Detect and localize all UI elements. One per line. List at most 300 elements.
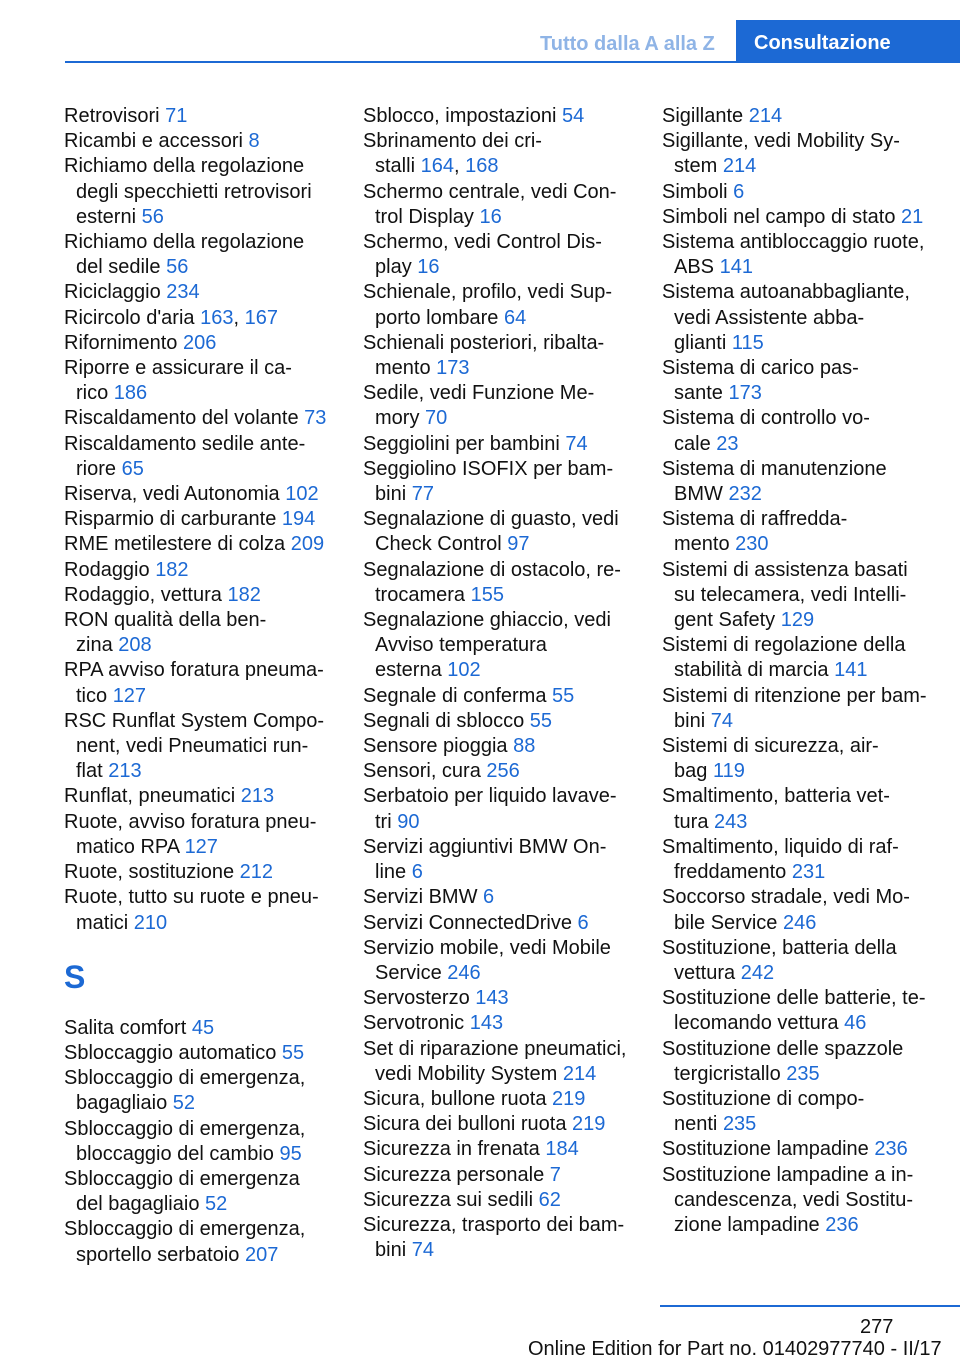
index-entry-text: Servotronic <box>363 1012 465 1035</box>
index-entry <box>662 230 930 280</box>
page-reference-link[interactable]: 21 <box>901 205 924 228</box>
index-entry <box>64 1217 336 1267</box>
index-entry <box>363 784 635 834</box>
page-reference-link[interactable]: 214 <box>722 155 757 178</box>
index-entry-text: mento <box>375 357 431 380</box>
index-entry <box>363 936 635 986</box>
index-entry-text: Sicurezza in frenata <box>363 1138 540 1161</box>
index-entry <box>64 658 336 708</box>
index-entry <box>64 532 336 557</box>
page-reference-link[interactable]: 186 <box>113 382 148 405</box>
page-reference-link[interactable]: 90 <box>397 810 420 833</box>
index-entry-text: tri <box>375 810 392 833</box>
index-entry-text: Segnalazione ghiaccio, vedi <box>363 609 611 632</box>
page-reference-link[interactable]: 206 <box>182 331 217 354</box>
index-entry-text: bagagliaio <box>76 1092 168 1115</box>
index-entry-text: Soccorso stradale, vedi Mo- <box>662 886 910 909</box>
index-entry-text: Salita comfort <box>64 1016 187 1039</box>
page-reference-link[interactable]: 242 <box>740 961 775 984</box>
index-entry <box>363 381 635 431</box>
page-reference-link[interactable]: 141 <box>719 256 753 279</box>
page-reference-link[interactable]: 45 <box>191 1016 215 1039</box>
index-entry-text: RME metilestere di colza <box>64 533 286 556</box>
page-reference-link[interactable]: 6 <box>577 911 589 934</box>
index-entry-text: Servizio mobile, vedi Mobile <box>363 936 611 959</box>
index-entry-text: BMW <box>674 483 723 506</box>
index-column-2 <box>363 104 635 1263</box>
index-entry-text: matico RPA <box>76 835 179 858</box>
index-entry <box>64 1167 336 1217</box>
index-entry-text: Sbloccaggio automatico <box>64 1041 277 1064</box>
index-entry-text: gent Safety <box>674 609 776 632</box>
page-reference-link[interactable]: 52 <box>205 1193 228 1216</box>
index-entry-text: Sbloccaggio di emergenza <box>64 1167 300 1190</box>
index-entry-text: candescenza, vedi Sostitu- <box>674 1188 914 1211</box>
index-entry: Ricircolo d'aria 163, 167 <box>64 306 278 329</box>
index-entry: Sbrinamento dei cri- stalli 164, 168 <box>363 130 542 178</box>
index-entry-text: del bagagliaio <box>76 1193 200 1216</box>
index-entry-text: Segnale di conferma <box>363 684 547 707</box>
index-entry <box>662 1087 930 1137</box>
index-entry <box>363 1163 635 1188</box>
page-reference-link[interactable]: 236 <box>825 1213 859 1236</box>
index-entry-text: flat <box>76 760 103 783</box>
page-reference-link[interactable]: 129 <box>780 609 815 632</box>
chapter-tab-label: Consultazione <box>754 32 891 54</box>
index-entry-text: Sostituzione lampadine <box>662 1138 869 1161</box>
index-entry-text: sportello serbatoio <box>76 1243 240 1266</box>
index-entry-text: stem <box>674 155 718 178</box>
index-entry-text: Simboli <box>662 180 728 203</box>
index-entry-text: Segnalazione di ostacolo, re- <box>363 558 621 581</box>
index-entry-text: Smaltimento, batteria vet- <box>662 785 890 808</box>
index-entry-text: lecomando vettura <box>674 1012 839 1035</box>
index-entry-text: Ricambi e accessori <box>64 130 243 153</box>
page-reference-link[interactable]: 8 <box>248 130 260 153</box>
index-entry-text: mento <box>674 533 730 556</box>
page-reference-link[interactable]: 208 <box>118 634 152 657</box>
index-column-1 <box>64 104 336 1268</box>
page-reference-link[interactable]: 70 <box>425 407 448 430</box>
page-reference-link[interactable]: 230 <box>735 533 769 556</box>
index-entry <box>662 936 930 986</box>
index-entry-text: Sostituzione di compo- <box>662 1087 865 1110</box>
page-reference-link[interactable]: 52 <box>172 1092 196 1115</box>
index-entry-text: Riporre e assicurare il ca- <box>64 357 292 380</box>
page-reference-link[interactable]: 16 <box>417 256 440 279</box>
page-reference-link[interactable]: 232 <box>728 483 762 506</box>
index-entry-text: Sostituzione delle batterie, te- <box>662 987 926 1010</box>
index-entry-text: RPA avviso foratura pneuma- <box>64 659 324 682</box>
page-reference-link[interactable]: 127 <box>184 835 218 858</box>
index-entry-text: matici <box>76 911 129 934</box>
index-entry <box>363 734 635 759</box>
index-entry <box>64 860 336 885</box>
index-entry-text: Sensori, cura <box>363 760 481 783</box>
index-entry-text: Servizi aggiuntivi BMW On- <box>363 835 607 858</box>
page-reference-link[interactable]: 182 <box>155 558 189 581</box>
page-reference-link[interactable]: 213 <box>240 785 275 808</box>
page-reference-link[interactable]: 16 <box>479 205 502 228</box>
edition-note: Online Edition for Part no. 01402977740 - II/17 <box>528 1338 942 1360</box>
index-entry-text: Ruote, tutto su ruote e pneu- <box>64 886 319 909</box>
index-entry-text: Richiamo della regolazione <box>64 231 305 254</box>
index-entry-text: Sistema autoanabbagliante, <box>662 281 910 304</box>
section-title: Tutto dalla A alla Z <box>540 33 715 55</box>
page-reference-link[interactable]: 243 <box>714 810 748 833</box>
index-entry-text: Retrovisori <box>64 105 160 127</box>
index-entry-text: Risparmio di carburante <box>64 508 277 531</box>
index-entry <box>64 1016 336 1041</box>
index-entry-text: Rodaggio <box>64 558 150 581</box>
index-entry <box>363 835 635 885</box>
index-entry-text: Schermo, vedi Control Dis- <box>363 231 602 254</box>
index-entry <box>363 1112 635 1137</box>
index-entry <box>64 507 336 532</box>
page-number: 277 <box>860 1316 894 1338</box>
page-reference-link[interactable]: 6 <box>411 861 423 884</box>
index-entry-text: trocamera <box>375 583 466 606</box>
index-entry <box>64 230 336 280</box>
index-entry-text: Sostituzione lampadine a in- <box>662 1163 914 1186</box>
index-entry-text: rico <box>76 382 109 405</box>
index-entry-text: sante <box>674 382 723 405</box>
page-reference-link[interactable]: 64 <box>503 306 527 329</box>
page-reference-link[interactable]: 55 <box>529 709 553 732</box>
page-reference-link[interactable]: 141 <box>834 659 868 682</box>
index-entry-text: Check Control <box>375 533 502 556</box>
index-entry <box>363 280 635 330</box>
index-entry-text: Riscaldamento del volante <box>64 407 299 430</box>
index-entry <box>363 911 635 936</box>
index-entry-text: Riserva, vedi Autonomia <box>64 483 280 506</box>
index-entry-text: Sistemi di assistenza basati <box>662 558 908 581</box>
index-entry <box>662 129 930 179</box>
page-reference-link[interactable]: 46 <box>844 1012 867 1035</box>
index-entry-text: Sbloccaggio di emergenza, <box>64 1218 306 1241</box>
index-entry-text: Simboli nel campo di stato <box>662 205 896 228</box>
index-entry <box>64 331 336 356</box>
index-entry-text: Schienale, profilo, vedi Sup- <box>363 281 613 304</box>
index-entry <box>363 608 635 684</box>
index-entry <box>64 608 336 658</box>
index-entry-text: mory <box>375 407 420 430</box>
index-entry-text: Servizi BMW <box>363 886 478 909</box>
page-reference-link[interactable]: 115 <box>731 331 764 354</box>
index-entry <box>363 684 635 709</box>
page-reference-link[interactable]: 65 <box>121 457 144 480</box>
index-column-3 <box>662 104 930 1238</box>
index-entry-text: Ruote, sostituzione <box>64 861 235 884</box>
index-entry <box>64 1117 336 1167</box>
index-entry-text: tura <box>674 810 709 833</box>
index-entry <box>363 180 635 230</box>
page-reference-link[interactable]: 168 <box>465 155 499 178</box>
page-reference-link[interactable]: 102 <box>447 659 481 682</box>
index-entry <box>64 885 336 935</box>
index-entry-text: zina <box>76 634 113 657</box>
index-entry <box>363 558 635 608</box>
page-reference-link[interactable]: 55 <box>281 1041 305 1064</box>
page-reference-link[interactable]: 214 <box>748 105 783 127</box>
index-entry-text: vedi Mobility System <box>375 1062 558 1085</box>
page-reference-link[interactable]: 77 <box>411 483 434 506</box>
index-entry-text: Sostituzione, batteria della <box>662 936 897 959</box>
page-reference-link[interactable]: 7 <box>549 1163 561 1186</box>
page-reference-link[interactable]: 182 <box>227 583 261 606</box>
index-entry <box>64 154 336 230</box>
index-entry-text: bloccaggio del cambio <box>76 1142 274 1165</box>
index-entry <box>64 432 336 482</box>
index-entry <box>662 1037 930 1087</box>
page-reference-link[interactable]: 219 <box>572 1113 606 1136</box>
page-reference-link[interactable]: 214 <box>562 1062 597 1085</box>
page-reference-link[interactable]: 143 <box>475 987 509 1010</box>
page-reference-link[interactable]: 155 <box>470 583 504 606</box>
index-entry <box>662 356 930 406</box>
index-entry <box>662 734 930 784</box>
index-entry-text: Segnalazione di guasto, vedi <box>363 508 619 531</box>
index-entry-text: Set di riparazione pneumatici, <box>363 1037 627 1060</box>
index-entry-text: Sistema antibloccaggio ruote, <box>662 231 925 254</box>
page-reference-link[interactable]: 143 <box>469 1012 504 1035</box>
index-entry-text: vedi Assistente abba- <box>674 306 865 329</box>
index-entry-text: Ricircolo d'aria <box>64 306 195 329</box>
index-entry-text: Rifornimento <box>64 331 178 354</box>
page-reference-link[interactable]: 219 <box>552 1087 586 1110</box>
index-entry-text: Serbatoio per liquido lavave- <box>363 785 617 808</box>
index-entry <box>64 558 336 583</box>
index-entry-text: Schienali posteriori, ribalta- <box>363 331 605 354</box>
index-entry <box>662 1137 930 1162</box>
index-entry-text: trol Display <box>375 205 474 228</box>
index-entry <box>363 457 635 507</box>
index-entry-text: Segnali di sblocco <box>363 709 525 732</box>
index-entry-text: riore <box>76 457 117 480</box>
index-entry-text: bag <box>674 760 708 783</box>
page-reference-link[interactable]: 173 <box>728 382 762 405</box>
index-entry-text: nenti <box>674 1113 718 1136</box>
page-reference-link[interactable]: 54 <box>562 105 585 127</box>
index-entry-text: Sicura dei bulloni ruota <box>363 1113 567 1136</box>
page-reference-link[interactable]: 88 <box>513 735 536 758</box>
index-entry <box>363 432 635 457</box>
page-reference-link[interactable]: 62 <box>538 1188 561 1211</box>
index-entry <box>662 633 930 683</box>
page-reference-link[interactable]: 235 <box>722 1113 757 1136</box>
page-reference-link[interactable]: 234 <box>166 281 200 304</box>
index-entry-text: Avviso temperatura <box>375 634 547 657</box>
index-entry-text: RON qualità della ben- <box>64 609 267 632</box>
index-entry-text: zione lampadine <box>674 1213 820 1236</box>
index-entry <box>662 457 930 507</box>
page-reference-link[interactable]: 55 <box>552 684 575 707</box>
page-reference-link[interactable]: 210 <box>133 911 168 934</box>
index-entry <box>64 784 336 809</box>
index-entry-text: Sistemi di sicurezza, air- <box>662 735 879 758</box>
index-entry <box>363 709 635 734</box>
page-reference-link[interactable]: 231 <box>791 861 826 884</box>
index-entry <box>363 1137 635 1162</box>
index-entry-text: cale <box>674 432 711 455</box>
index-entry-text: Sistema di carico pas- <box>662 357 859 380</box>
index-entry-text: Sicurezza personale <box>363 1163 545 1186</box>
index-entry <box>662 986 930 1036</box>
index-entry-text: su telecamera, vedi Intelli- <box>674 583 907 606</box>
index-entry-text: tergicristallo <box>674 1062 781 1085</box>
index-entry <box>64 810 336 860</box>
index-entry <box>64 583 336 608</box>
index-entry-text: freddamento <box>674 861 787 884</box>
index-entry <box>662 885 930 935</box>
index-entry-text: ABS <box>674 256 715 279</box>
index-entry <box>64 1041 336 1066</box>
index-entry-text: glianti <box>674 331 727 354</box>
index-entry-text: Sostituzione delle spazzole <box>662 1037 904 1060</box>
index-entry-text: esterna <box>375 659 442 682</box>
page-reference-link[interactable]: 194 <box>281 508 316 531</box>
index-entry-text: Sbloccaggio di emergenza, <box>64 1067 306 1090</box>
page-reference-link[interactable]: 95 <box>279 1142 302 1165</box>
index-letter-heading: S <box>64 958 86 995</box>
page-reference-link[interactable]: 246 <box>782 911 817 934</box>
index-entry-text: Sicura, bullone ruota <box>363 1087 547 1110</box>
page-reference-link[interactable]: 184 <box>545 1138 579 1161</box>
page-reference-link[interactable]: 256 <box>486 760 520 783</box>
page-reference-link[interactable]: 207 <box>245 1243 279 1266</box>
page-reference-link[interactable]: 246 <box>447 961 481 984</box>
page-reference-link[interactable]: 163 <box>200 306 234 329</box>
index-entry-text: Sistemi di regolazione della <box>662 634 906 657</box>
index-entry-text: Sistema di raffredda- <box>662 508 848 531</box>
index-entry-text: Sblocco, impostazioni <box>363 105 557 127</box>
page-reference-link[interactable]: 213 <box>108 760 142 783</box>
page-reference-link[interactable]: 23 <box>716 432 739 455</box>
index-entry-text: bini <box>375 483 407 506</box>
page-reference-link[interactable]: 102 <box>285 483 319 506</box>
page-reference-link[interactable]: 74 <box>565 432 588 455</box>
index-entry-text: stalli <box>375 155 416 178</box>
index-entry-text: Servizi ConnectedDrive <box>363 911 572 934</box>
index-entry-text: porto lombare <box>375 306 499 329</box>
index-entry-text: Riciclaggio <box>64 281 161 304</box>
page-reference-link[interactable]: 97 <box>507 533 530 556</box>
index-entry-text: Sistema di manutenzione <box>662 457 887 480</box>
index-entry-text: Richiamo della regolazione <box>64 155 305 178</box>
index-entry <box>662 180 930 205</box>
index-entry <box>662 205 930 230</box>
index-entry-text: bile Service <box>674 911 778 934</box>
index-entry <box>363 1188 635 1213</box>
index-entry <box>64 129 336 154</box>
index-entry-text: tico <box>76 684 108 707</box>
index-entry <box>662 280 930 356</box>
index-entry <box>363 1213 635 1263</box>
index-entry-text: line <box>375 861 407 884</box>
page-reference-link[interactable]: 71 <box>165 105 188 127</box>
index-entry <box>363 1087 635 1112</box>
index-entry <box>363 1037 635 1087</box>
index-entry <box>64 1066 336 1116</box>
index-entry <box>662 104 930 129</box>
page-reference-link[interactable]: 56 <box>166 256 189 279</box>
index-entry-text: Sbloccaggio di emergenza, <box>64 1117 306 1140</box>
page-reference-link[interactable]: 119 <box>712 760 745 783</box>
index-entry <box>64 482 336 507</box>
index-entry-text: Service <box>375 961 442 984</box>
index-entry <box>64 356 336 406</box>
index-entry-text: Sigillante, vedi Mobility Sy- <box>662 130 900 153</box>
index-entry <box>64 104 336 129</box>
index-entry-text: Sistemi di ritenzione per bam- <box>662 684 927 707</box>
index-entry-text: Runflat, pneumatici <box>64 785 236 808</box>
page-reference-link[interactable]: 167 <box>244 306 278 329</box>
page-reference-link[interactable]: 209 <box>290 533 325 556</box>
index-entry-text: degli specchietti retrovisori <box>76 180 312 203</box>
index-entry <box>662 1163 930 1239</box>
index-entry-text: play <box>375 256 412 279</box>
index-entry-text: vettura <box>674 961 736 984</box>
index-entry <box>662 835 930 885</box>
index-entry <box>662 684 930 734</box>
page-reference-link[interactable]: 236 <box>874 1138 908 1161</box>
index-entry <box>363 331 635 381</box>
index-entry <box>363 507 635 557</box>
index-entry <box>363 1011 635 1036</box>
index-entry-text: Ruote, avviso foratura pneu- <box>64 810 317 833</box>
page-reference-link[interactable]: 73 <box>304 407 327 430</box>
page-reference-link[interactable]: 212 <box>239 861 274 884</box>
index-entry <box>64 280 336 305</box>
index-entry-text: Schermo centrale, vedi Con- <box>363 180 617 203</box>
footer-rule <box>660 1305 960 1307</box>
index-entry <box>363 885 635 910</box>
index-entry-text: stabilità di marcia <box>674 659 829 682</box>
index-entry <box>64 709 336 785</box>
index-entry-text: Smaltimento, liquido di raf- <box>662 835 899 858</box>
index-entry-text: Sicurezza sui sedili <box>363 1188 534 1211</box>
index-entry-text: Sigillante <box>662 105 744 127</box>
index-entry <box>64 406 336 431</box>
index-entry-text: Sensore pioggia <box>363 735 508 758</box>
index-entry-text: Riscaldamento sedile ante- <box>64 432 306 455</box>
page-reference-link[interactable]: 235 <box>786 1062 820 1085</box>
index-entry-text: Sicurezza, trasporto dei bam- <box>363 1213 625 1236</box>
index-entry-text: esterni <box>76 205 137 228</box>
index-entry-text: del sedile <box>76 256 161 279</box>
index-entry-text: bini <box>674 709 706 732</box>
page-reference-link[interactable]: 127 <box>112 684 147 707</box>
chapter-tab <box>736 20 960 63</box>
page-reference-link[interactable]: 74 <box>411 1239 434 1262</box>
page-reference-link[interactable]: 6 <box>483 886 495 909</box>
index-entry <box>662 507 930 557</box>
page-reference-link[interactable]: 164 <box>420 155 454 178</box>
index-entry <box>363 986 635 1011</box>
index-entry-text: Seggiolino ISOFIX per bam- <box>363 457 614 480</box>
index-entry <box>662 558 930 634</box>
page-reference-link[interactable]: 6 <box>733 180 745 203</box>
index-entry <box>662 784 930 834</box>
index-entry-text: bini <box>375 1239 407 1262</box>
index-entry <box>363 759 635 784</box>
page-reference-link[interactable]: 173 <box>436 357 470 380</box>
index-entry <box>363 104 635 129</box>
page-reference-link[interactable]: 56 <box>141 205 164 228</box>
index-entry <box>363 230 635 280</box>
index-entry-text: Servosterzo <box>363 987 470 1010</box>
page-reference-link[interactable]: 74 <box>710 709 733 732</box>
